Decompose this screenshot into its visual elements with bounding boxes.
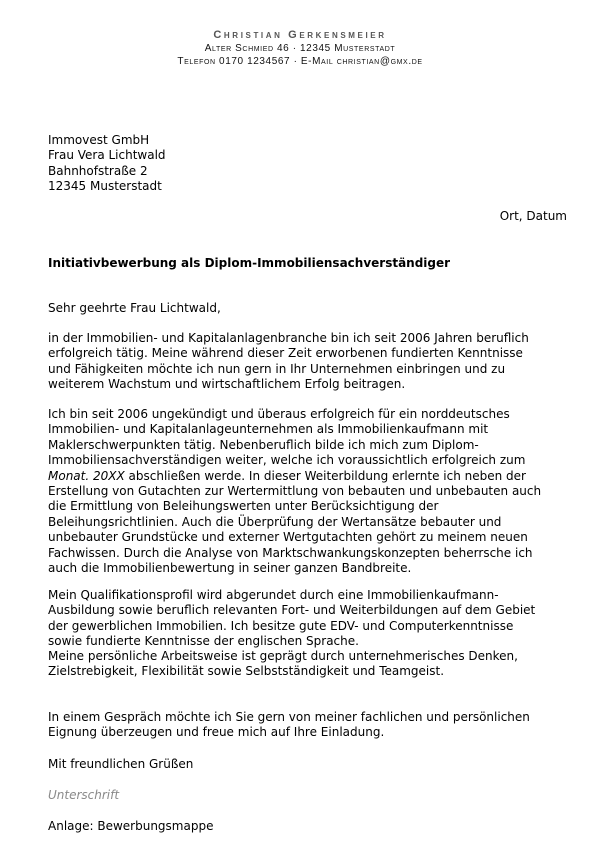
text-line: Eignung überzeugen und freue mich auf Ihre Einladung. bbox=[48, 725, 385, 740]
paragraph-qualifications bbox=[48, 588, 573, 650]
subject-line: Initiativbewerbung als Diplom-Immobiliensachverständiger bbox=[48, 256, 451, 270]
signature-placeholder: Unterschrift bbox=[48, 788, 120, 802]
text-line: sowie fundierte Kenntnisse der englischen Sprache. bbox=[48, 634, 359, 649]
text-fragment: abschließen werde. In dieser Weiterbildung erlernte ich neben der bbox=[124, 468, 526, 483]
text-line: Mein Qualifikationsprofil wird abgerundet durch eine Immobilienkaufmann- bbox=[48, 588, 499, 602]
text-line: Immobilien- und Kapitalanlageunternehmen als Immobilienkaufmann mit bbox=[48, 422, 489, 437]
text-line: In einem Gespräch möchte ich Sie gern von meiner fachlichen und persönlichen bbox=[48, 710, 530, 724]
text-line: Fachwissen. Durch die Analyse von Marktschwankungskonzepten beherrsche ich bbox=[48, 545, 533, 560]
sender-address: Alter Schmied 46 · 12345 Musterstadt bbox=[204, 43, 396, 54]
paragraph-invitation bbox=[48, 710, 573, 741]
text-line: Ich bin seit 2006 ungekündigt und überaus erfolgreich für ein norddeutsches bbox=[48, 407, 510, 421]
text-line: unbebauter Grundstücke und externer Wertgutachten gehört zu meinem neuen bbox=[48, 530, 528, 545]
text-line: und Fähigkeiten möchte ich nun gern in Ihr Unternehmen einbringen und zu bbox=[48, 361, 506, 376]
paragraph-working-style bbox=[48, 649, 573, 680]
text-line: Maklerschwerpunkten tätig. Nebenberuflich bilde ich mich zum Diplom- bbox=[48, 437, 479, 452]
recipient-city: 12345 Musterstadt bbox=[48, 178, 162, 193]
paragraph-experience bbox=[48, 407, 573, 576]
closing-formula: Mit freundlichen Grüßen bbox=[48, 757, 194, 771]
text-line bbox=[48, 469, 573, 484]
sender-name: Christian Gerkensmeier bbox=[213, 29, 387, 41]
sender-contact: Telefon 0170 1234567 · E-Mail christian@gmx.de bbox=[177, 56, 423, 67]
text-line: weiterem Wachstum und wirtschaftlichem Erfolg beitragen. bbox=[48, 377, 406, 392]
text-line: auch die Immobilienbewertung in seiner ganzen Bandbreite. bbox=[48, 561, 412, 576]
text-line: in der Immobilien- und Kapitalanlagenbranche bin ich seit 2006 Jahren beruflich bbox=[48, 331, 529, 345]
recipient-company: Immovest GmbH bbox=[48, 133, 150, 147]
text-line: Meine persönliche Arbeitsweise ist geprägt durch unternehmerisches Denken, bbox=[48, 649, 518, 663]
paragraph-intro bbox=[48, 331, 573, 393]
text-line: erfolgreich tätig. Meine während dieser Zeit erworbenen fundierten Kenntnisse bbox=[48, 346, 523, 361]
attachment-note: Anlage: Bewerbungsmappe bbox=[48, 819, 214, 833]
text-line: die Ermittlung von Beleihungswerten unter Berücksichtigung der bbox=[48, 499, 439, 514]
letter-body bbox=[48, 301, 573, 833]
letterhead bbox=[0, 28, 600, 68]
recipient-address bbox=[48, 133, 166, 194]
text-line: Erstellung von Gutachten zur Wertermittlung von bebauten und unbebauten auch bbox=[48, 484, 542, 499]
place-date: Ort, Datum bbox=[499, 209, 567, 223]
text-line: der gewerblichen Immobilien. Ich besitze gute EDV- und Computerkenntnisse bbox=[48, 618, 514, 633]
text-line: Immobiliensachverständigen weiter, welche ich voraussichtlich erfolgreich zum bbox=[48, 453, 526, 468]
salutation: Sehr geehrte Frau Lichtwald, bbox=[48, 301, 221, 315]
text-line: Beleihungsrichtlinien. Auch die Überprüfung der Wertansätze bebauter und bbox=[48, 514, 502, 529]
recipient-person: Frau Vera Lichtwald bbox=[48, 148, 166, 163]
placeholder-date: Monat. 20XX bbox=[48, 468, 125, 483]
text-line: Zielstrebigkeit, Flexibilität sowie Selbstständigkeit und Teamgeist. bbox=[48, 664, 445, 679]
text-line: Ausbildung sowie beruflich relevanten Fort- und Weiterbildungen auf dem Gebiet bbox=[48, 603, 536, 618]
recipient-street: Bahnhofstraße 2 bbox=[48, 163, 148, 178]
